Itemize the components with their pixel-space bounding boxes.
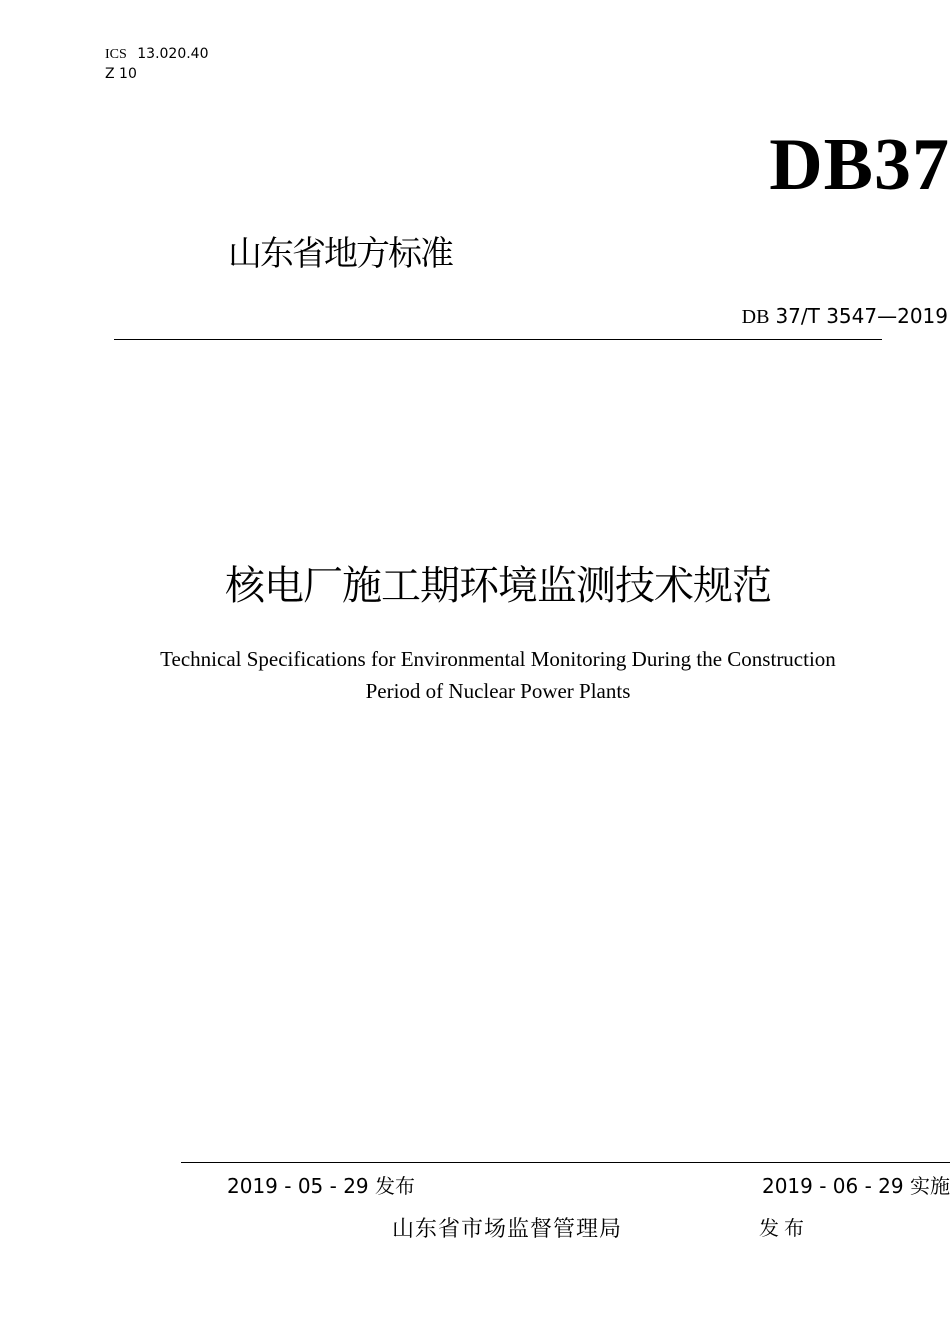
issuing-authority: 山东省市场监督管理局: [392, 1217, 623, 1242]
footer-divider: [181, 1162, 950, 1163]
standard-logo: DB37: [769, 124, 950, 206]
header-divider: [114, 339, 882, 340]
ics-classification: [105, 46, 209, 63]
english-title-line-2: Period of Nuclear Power Plants: [365, 679, 631, 703]
ics-code: 13.020.40: [137, 46, 209, 62]
document-title-english: [0, 643, 950, 707]
issuer-action: 发布: [759, 1216, 809, 1240]
ics-label: ICS: [105, 47, 127, 62]
implementation-date: 2019 - 06 - 29 实施: [761, 1174, 950, 1198]
english-title-line-1: Technical Specifications for Environmental Monitoring During the Construction: [160, 647, 836, 671]
standard-number: [742, 303, 948, 330]
document-title-chinese: 核电厂施工期环境监测技术规范: [225, 563, 771, 609]
issue-date: 2019 - 05 - 29 发布: [227, 1174, 416, 1198]
ccs-code: Z 10: [105, 66, 137, 82]
standard-number-value: 37/T 3547—2019: [775, 304, 948, 328]
standard-type-label: 山东省地方标准: [228, 234, 452, 274]
standard-number-prefix: DB: [741, 306, 770, 328]
